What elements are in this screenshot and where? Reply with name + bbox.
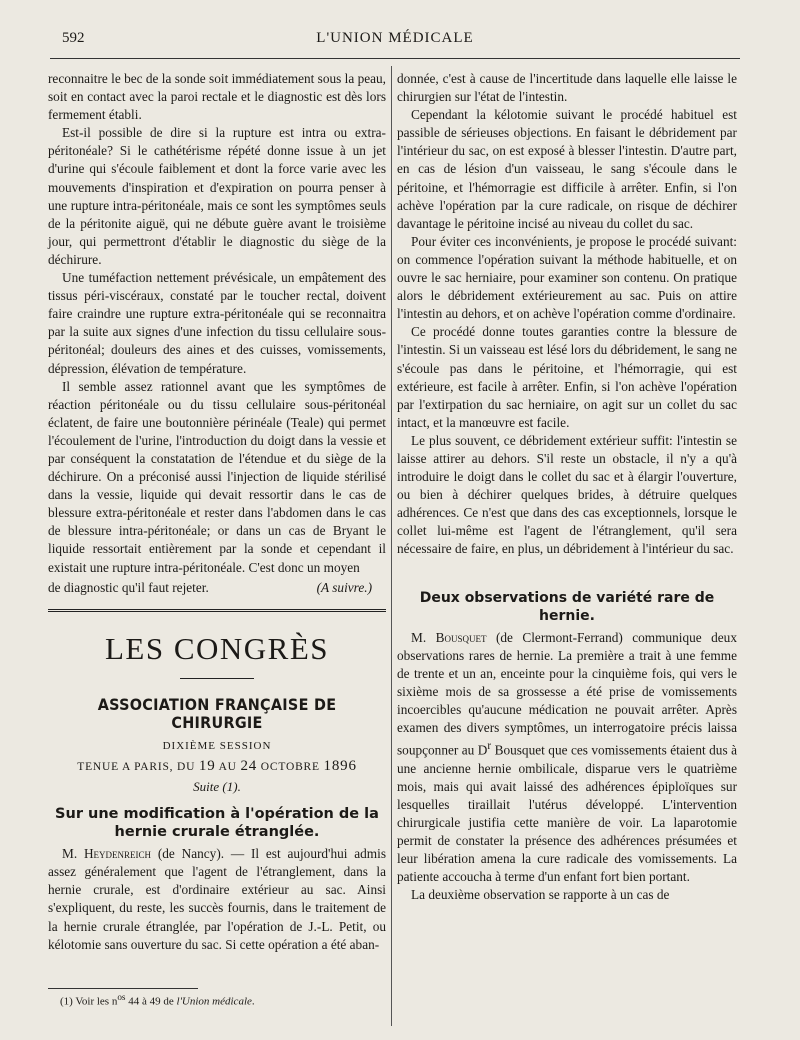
footnote-text: 44 à 49 de — [125, 995, 177, 1008]
paragraph: Ce procédé donne toutes garanties contre la blessure de l'intestin. Si un vaisseau est lésé lors du débridement, le sang ne s'écoule pas dans le péritoine, et l'hémorragie, qui est extérieure, est facile à arrêter. Enfin, si l'on achève l'opération par l'extirpation du sac herniaire, on agit sur un collet du sac intact, et la manœuvre est facile. — [397, 324, 737, 430]
short-rule — [180, 678, 254, 679]
section-double-rule — [48, 609, 386, 612]
tenue-month: OCTOBRE — [260, 761, 320, 773]
tenue-day-1: 19 — [198, 758, 216, 774]
paragraph: donnée, c'est à cause de l'incertitude dans laquelle elle laisse le chirurgien sur l'état de l'intestin. — [397, 71, 737, 105]
tenue-line — [48, 757, 386, 776]
session-label: DIXIÈME SESSION — [162, 739, 272, 752]
paragraph: Il semble assez rationnel avant que les symptômes de réaction péritonéale ou du tissu cellulaire sous-péritonéal éclatent, de faire une boutonnière périnéale (Teale) qui permet l'écoulement de l'urine, l'introduction du doigt dans la vessie et par conséquent la constatation de l'étendue et du siège de la déchirure. On a préconisé aussi l'injection de liquide stérilisé dans la vessie, liquide qui devait ressortir dans le cas de blessure extra-péritonéale et rester dans l'abdomen dans le cas de blessure intra-péritonéale; or dans un cas de Bryant le liquide ressortait entièrement par la sonde et cependant il existait une rupture intra-péritonéale. C'est donc un moyen — [48, 378, 386, 575]
running-header — [50, 30, 740, 52]
section-title: Deux observations de variété rare de hernie. — [419, 589, 715, 624]
paragraph — [397, 629, 737, 887]
paragraph: La deuxième observation se rapporte à un cas de — [411, 887, 670, 903]
superscript: r — [487, 740, 492, 753]
association-heading: ASSOCIATION FRANÇAISE DE CHIRURGIE — [97, 694, 337, 732]
footnote — [60, 992, 255, 1008]
suite-note: Suite (1). — [193, 779, 241, 795]
paragraph-text: Bousquet que ces vomissements étaient dus à une ancienne hernie ombilicale, disparue vers le quatrième mois, mais qui avait laissé des adhérences épiploïques sur lesquelles tiraillait l'utérus développé. L'intervention chirurgicale justifia cette manière de voir. La laparotomie permit de constater la présence des adhérences présumées et leur libération amena la cure radicale des vomissements. La patiente accoucha à terme d'un enfant fort bien portant. — [397, 742, 737, 885]
tenue-year: 1896 — [323, 758, 357, 774]
paragraph-text: (de Clermont-Ferrand) communique deux observations rares de hernie. La première a trait à une femme de trente et un an, enceinte pour la cinquième fois, qui vers le sixième mois de sa grossesse a été prise de vomissements incoercibles qu'aucune médication ne pouvait arrêter. Après examen des divers symptômes, un interrogatoire précis laissa soupçonner au D — [397, 629, 737, 758]
paragraph — [48, 845, 386, 954]
footnote-text: . — [251, 995, 255, 1008]
paragraph: Une tuméfaction nettement prévésicale, un empâtement des tissus péri-viscéraux, constaté par le toucher rectal, doivent faire craindre une rupture extra-péritonéale qui se reconnaitra par la suite aux signes d'une infection du tissu cellulaire sous-péritonéal; douleurs des aines et des cuisses, vomissements, dépression, élévation de température. — [48, 270, 386, 376]
last-line: de diagnostic qu'il faut rejeter. — [48, 579, 209, 595]
paragraph: reconnaitre le bec de la sonde soit immédiatement sous la peau, soit en contact avec la paroi rectale et le diagnostic est dès lors fermement établi. — [48, 71, 386, 123]
header-rule — [50, 58, 740, 59]
left-column — [48, 70, 386, 954]
author-name: Heydenreich — [83, 846, 152, 862]
paragraph: Est-il possible de dire si la rupture est intra ou extra-péritonéale? Si le cathétérisme répété donne issue à un jet d'urine qui s'écoule faiblement et dont la force varie avec les mouvements d'inspiration et d'expiration on pourra penser à une rupture intra-péritonéale, mais ce sont les symptômes seuls de la péritonite aiguë, qui ne débute guère avant le troisième jour, qui permettront d'établir le diagnostic du siège de la déchirure. — [48, 125, 386, 267]
paragraph: Cependant la kélotomie suivant le procédé habituel est passible de sérieuses objections. En faisant le débridement par l'intérieur du sac, on est exposé à blesser l'intestin. D'autre part, en cas de lésion d'un vaisseau, le sang s'écoule dans le péritoine, et l'hémorragie est difficile à arrêter. Enfin, si l'on achève l'opération par la cure radicale, on risque de déchirer davantage le péritoine incisé au niveau du collet du sac. — [397, 107, 737, 231]
paragraph: Le plus souvent, ce débridement extérieur suffit: l'intestin se laisse attirer au dehors. S'il reste un obstacle, il n'y a qu'à introduire le doigt dans le collet du sac et à élargir l'ouverture, ou bien à déchirer quelques brides, à détruire quelques adhérences. Ce n'est que dans des cas exceptionnels, lorsque le collet lui-même est l'agent de l'étranglement, qu'il sera nécessaire de faire, en plus, un débridement à l'intérieur du sac. — [397, 432, 737, 557]
congres-heading: LES CONGRÈS — [104, 630, 330, 666]
footnote-journal: l'Union médicale — [176, 995, 252, 1008]
footnote-rule — [48, 988, 198, 989]
page-number: 592 — [62, 30, 85, 46]
a-suivre: (A suivre.) — [316, 579, 372, 595]
section-title: Sur une modification à l'opération de la hernie crurale étranglée. — [55, 806, 379, 841]
journal-title: L'UNION MÉDICALE — [316, 30, 474, 46]
author-prefix: M. — [411, 629, 427, 645]
footnote-text: (1) Voir les n — [60, 995, 118, 1008]
paragraph-tail — [48, 579, 386, 597]
author-name: Bousquet — [435, 629, 487, 645]
paragraph-text: (de Nancy). — Il est aujourd'hui admis assez généralement que l'agent de l'étranglement, dans la hernie crurale, est d'ordinaire extérieur au sac. Ainsi s'expliquent, du reste, les succès fournis, dans le traitement de la hernie crurale étranglée, par l'opération de J.-L. Petit, ou kélotomie sans ouverture du sac. Si cette opération a été aban- — [48, 846, 386, 952]
superscript: os — [117, 992, 126, 1002]
column-divider — [391, 66, 392, 1026]
right-column — [397, 70, 737, 904]
author-prefix: M. — [62, 846, 78, 862]
tenue-prefix: TENUE A PARIS, DU — [77, 761, 196, 773]
paragraph: Pour éviter ces inconvénients, je propose le procédé suivant: on commence l'opération suivant la méthode habituelle, et on ouvre le sac herniaire, pour examiner son contenu. On pratique alors le débridement extérieurement au sac. Puis on attire l'intestin au dehors, et on achève l'opération comme d'ordinaire. — [397, 233, 737, 322]
tenue-mid: AU — [218, 761, 237, 773]
tenue-day-2: 24 — [240, 758, 258, 774]
